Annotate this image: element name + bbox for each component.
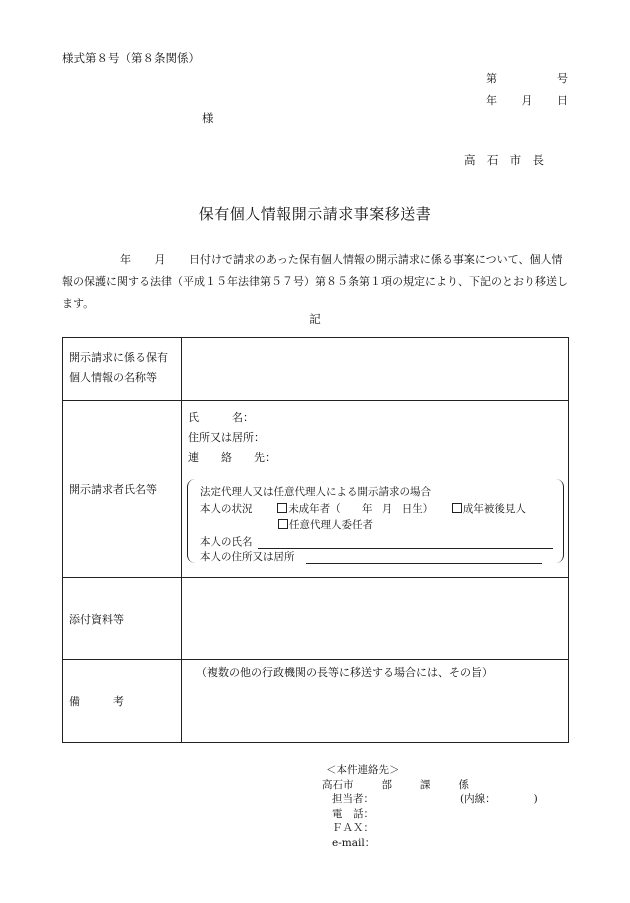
document-title: 保有個人情報開示請求事案移送書 [198, 205, 432, 223]
checkbox-minor[interactable] [277, 503, 287, 513]
date-month: 月 [521, 94, 533, 107]
contact-phone: 電 話： [332, 807, 374, 820]
contact-department [322, 778, 538, 793]
number-prefix: 第 [486, 72, 497, 85]
agent-heading: 法定代理人又は任意代理人による開示請求の場合 [200, 486, 431, 498]
dept-prefix: 高石市 [322, 778, 354, 791]
contact-email: e-mail： [332, 836, 376, 849]
requester-address-field: 住所又は居所： [188, 431, 265, 444]
person-name-input[interactable] [258, 536, 553, 549]
status-label: 本人の状況 [200, 503, 253, 515]
requester-name-field: 氏 名： [188, 411, 254, 424]
body-paragraph [62, 249, 572, 315]
person-name-label: 本人の氏名 [200, 536, 253, 548]
number-suffix: 号 [557, 72, 568, 85]
sender-mayor [464, 152, 544, 168]
row-label-requester: 開示請求者氏名等 [69, 483, 157, 496]
form-number: 様式第８号（第８条関係） [62, 51, 200, 65]
person-address-input[interactable] [306, 551, 542, 564]
person-name-line [200, 534, 553, 549]
requester-cell[interactable] [182, 401, 569, 578]
requester-contact-field: 連 絡 先： [188, 451, 276, 464]
appointed-agent-line [278, 517, 373, 532]
extension-close: ) [533, 793, 538, 805]
minor-month: 月 [381, 503, 393, 515]
ki-marker: 記 [309, 312, 321, 326]
adult-ward-label: 成年被後見人 [462, 503, 526, 515]
attachments-cell[interactable] [182, 578, 569, 660]
person-address-label: 本人の住所又は居所 [200, 551, 295, 563]
table-row [63, 338, 569, 401]
minor-label: 未成年者（ [288, 503, 341, 515]
status-line [200, 501, 526, 516]
dept-bu: 部 [381, 778, 392, 791]
remarks-cell[interactable] [182, 660, 569, 743]
table-row [63, 578, 569, 660]
dept-kakari: 係 [458, 778, 469, 791]
contact-block [322, 763, 538, 850]
body-month: 月 [154, 253, 166, 266]
minor-year: 年 [362, 503, 373, 515]
mayor-char-1: 高 [464, 153, 476, 167]
mayor-char-2: 石 [486, 153, 499, 167]
transfer-table [62, 337, 569, 743]
person-label: 担当者： [332, 793, 374, 805]
document-number [486, 70, 568, 86]
contact-fax: ＦＡＸ： [332, 822, 374, 834]
body-year: 年 [120, 253, 131, 266]
row-label-info-name: 開示請求に係る保有個人情報の名称等 [69, 351, 168, 384]
date-year: 年 [486, 94, 497, 107]
mayor-char-3: 市 [509, 153, 522, 167]
info-name-cell[interactable] [182, 338, 569, 401]
appointed-agent-label: 任意代理人委任者 [289, 519, 373, 531]
minor-day: 日生） [401, 503, 434, 515]
contact-heading: ＜本件連絡先＞ [326, 764, 400, 776]
checkbox-appointed-agent[interactable] [278, 519, 288, 529]
document-date [486, 92, 568, 108]
person-address-line [200, 549, 542, 564]
body-text: 日付けで請求のあった保有個人情報の開示請求に係る事案について、個人情報の保護に関する法律（平成１５年法律第５７号）第８５条第１項の規定により、下記のとおり移送します。 [62, 253, 568, 310]
checkbox-adult-ward[interactable] [452, 503, 462, 513]
table-row [63, 401, 569, 578]
mayor-char-4: 長 [532, 153, 544, 167]
extension-label: (内線： [460, 793, 496, 805]
remarks-note: （複数の他の行政機関の長等に移送する場合には、その旨） [196, 666, 493, 679]
table-row [63, 660, 569, 743]
addressee-honorific: 様 [202, 111, 214, 125]
row-label-attachments: 添付資料等 [69, 612, 124, 626]
dept-ka: 課 [420, 778, 431, 791]
row-label-remarks: 備 考 [69, 695, 124, 708]
date-day: 日 [557, 94, 568, 107]
contact-person [322, 792, 538, 807]
